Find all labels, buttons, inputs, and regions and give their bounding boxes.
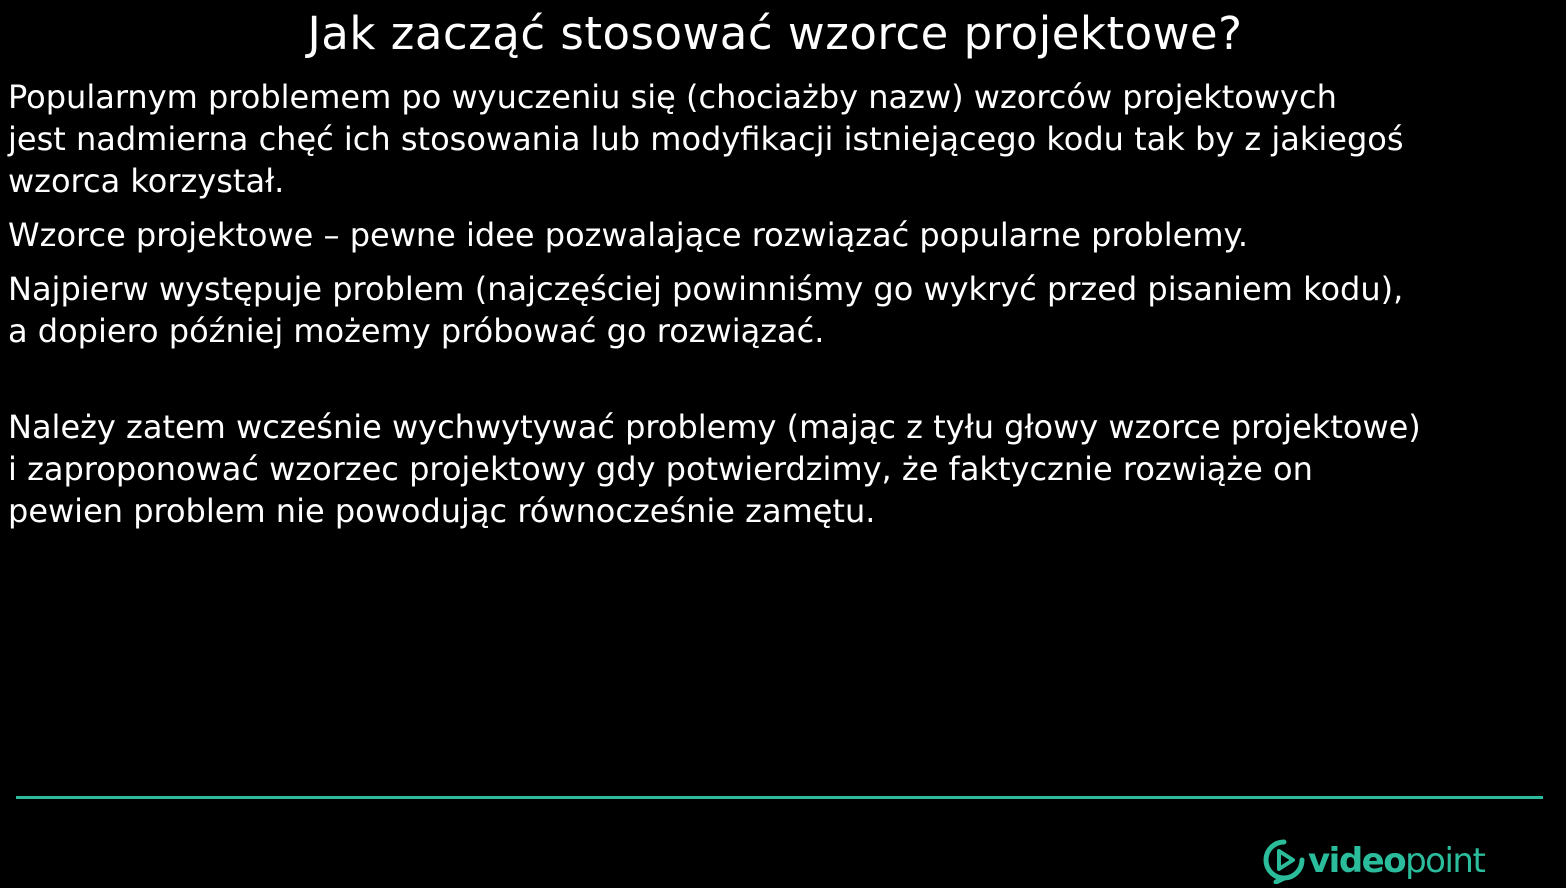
logo-text-point: point: [1405, 841, 1485, 881]
videopoint-logo: [1262, 836, 1484, 886]
logo-text-video: video: [1308, 841, 1406, 881]
paragraph-definition: [8, 214, 1560, 256]
logo-wordmark: [1308, 838, 1484, 884]
footer-divider: [16, 796, 1543, 799]
paragraph-line: pewien problem nie powodując równocześnie zamętu.: [8, 492, 876, 530]
paragraph-conclusion: [8, 406, 1560, 532]
paragraph-line: Należy zatem wcześnie wychwytywać problemy (mając z tyłu głowy wzorce projektowe): [8, 408, 1421, 446]
play-icon: [1262, 838, 1306, 884]
paragraph-intro: [8, 76, 1560, 202]
slide-content: [8, 76, 1560, 532]
slide-title: Jak zacząć stosować wzorce projektowe?: [307, 7, 1243, 60]
paragraph-problem-first: [8, 268, 1560, 352]
paragraph-line: Najpierw występuje problem (najczęściej powinniśmy go wykryć przed pisaniem kodu),: [8, 270, 1404, 308]
paragraph-line: a dopiero później możemy próbować go rozwiązać.: [8, 312, 825, 350]
paragraph-line: wzorca korzystał.: [8, 162, 285, 200]
paragraph-line: Wzorce projektowe – pewne idee pozwalające rozwiązać popularne problemy.: [8, 216, 1249, 254]
paragraph-line: i zaproponować wzorzec projektowy gdy potwierdzimy, że faktycznie rozwiąże on: [8, 450, 1313, 488]
paragraph-line: jest nadmierna chęć ich stosowania lub modyfikacji istniejącego kodu tak by z jakiegoś: [8, 120, 1404, 158]
paragraph-line: Popularnym problemem po wyuczeniu się (chociażby nazw) wzorców projektowych: [8, 78, 1337, 116]
